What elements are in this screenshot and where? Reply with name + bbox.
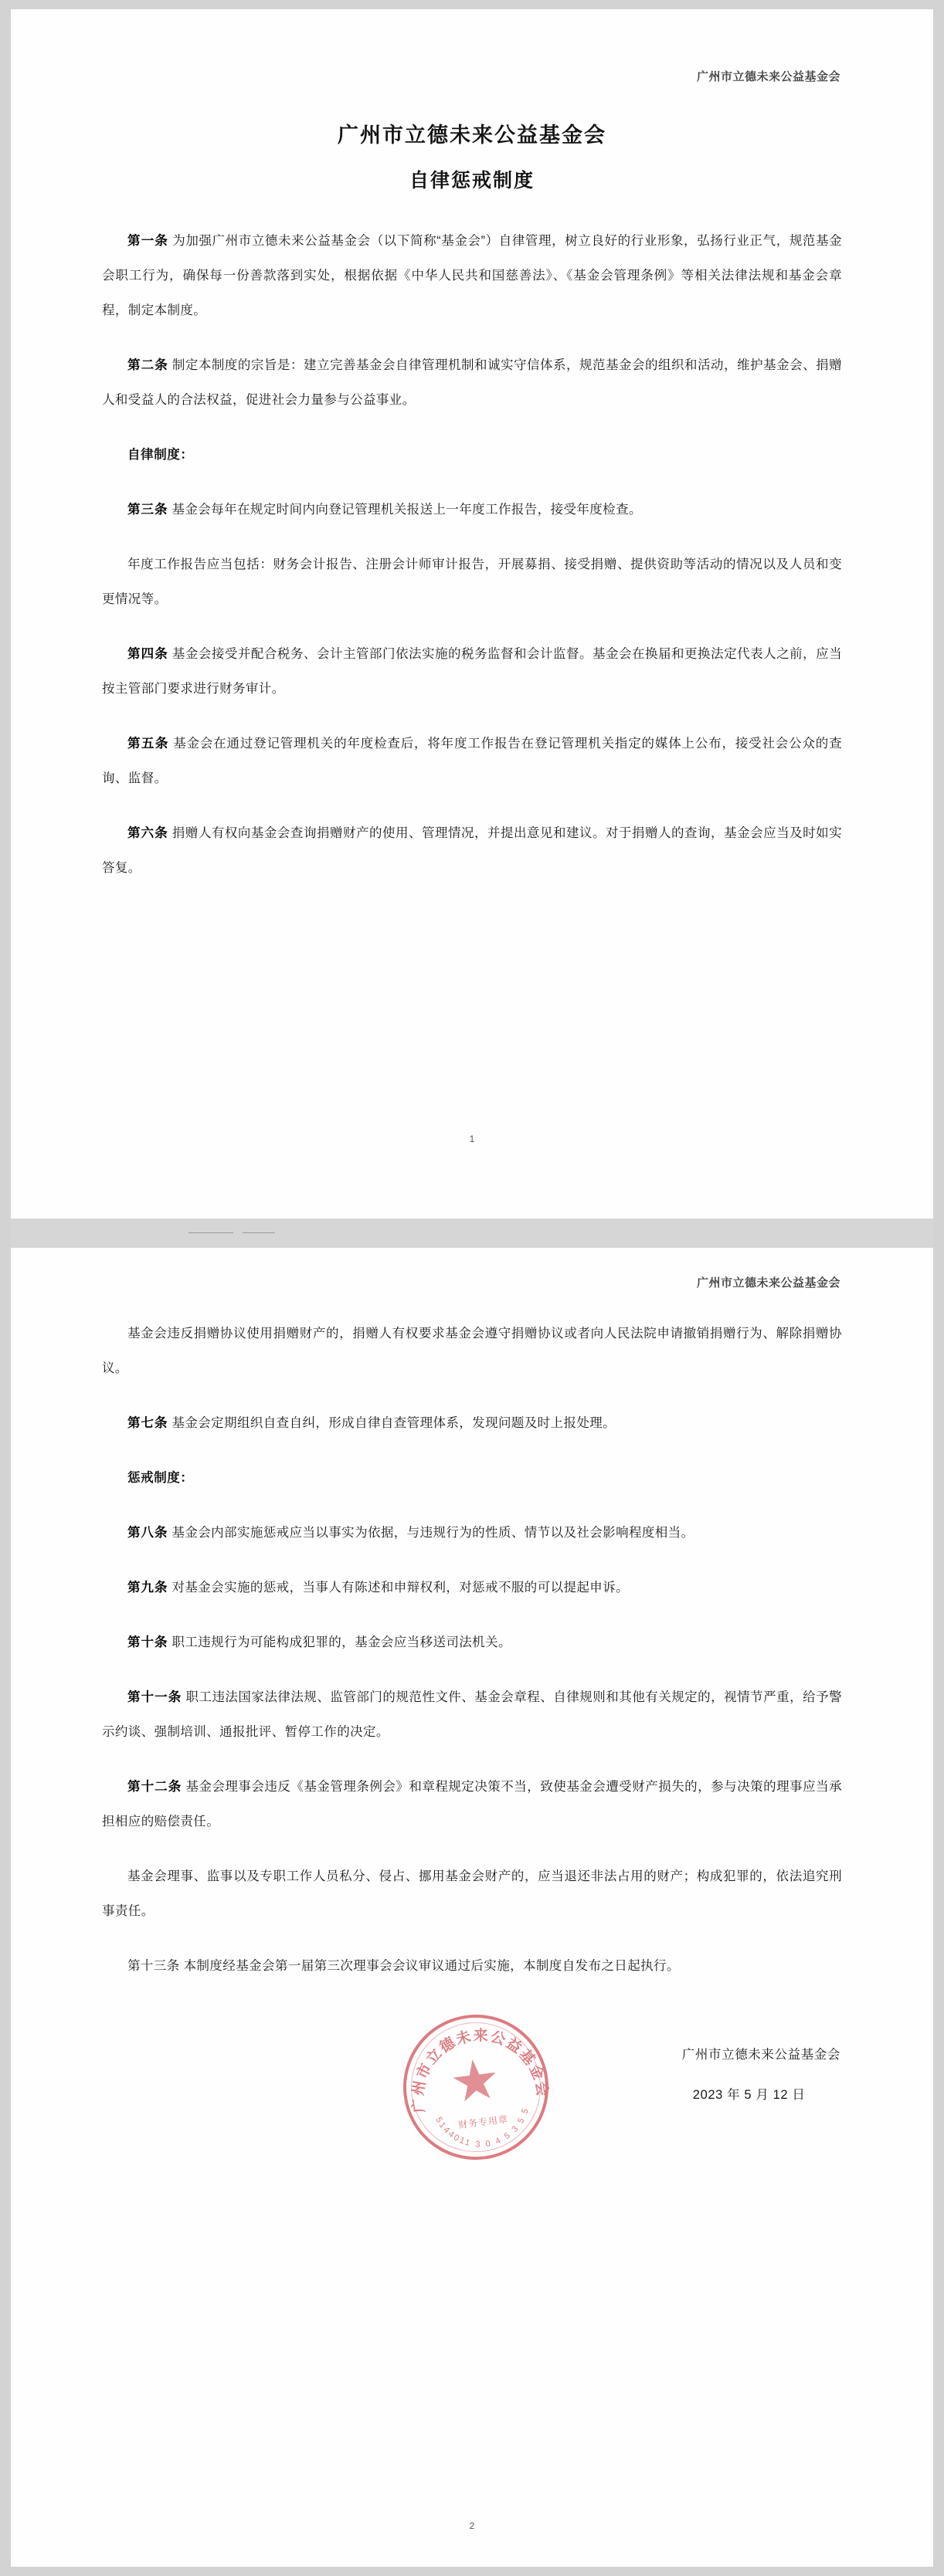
page-number-1: 1 xyxy=(469,1134,475,1144)
signature-lines xyxy=(682,2035,840,2115)
article-text-5: 基金会在通过登记管理机关的年度检查后，将年度工作报告在登记管理机关指定的媒体上公布，接受社会公众的查询、监督。 xyxy=(102,737,843,785)
page-header-org: 广州市立德未来公益基金会 xyxy=(696,71,840,83)
paragraph-article-13 xyxy=(102,1949,842,1984)
article-label-12: 第十二条 xyxy=(127,1780,182,1794)
seal-middle-text: 财务专用章 xyxy=(457,2113,509,2131)
article-text-12: 基金会理事会违反《基金管理条例会》和章程规定决策不当，致使基金会遭受财产损失的，参与决策的理事应当承担相应的赔偿责任。 xyxy=(102,1780,843,1829)
paragraph-article-1 xyxy=(102,224,842,328)
paragraph-article-10 xyxy=(102,1625,842,1660)
article-label-6: 第六条 xyxy=(127,826,168,840)
paragraph-article-6 xyxy=(102,816,842,886)
page-separator xyxy=(11,1219,933,1248)
article-label-11: 第十一条 xyxy=(127,1690,182,1704)
paragraph-article-5 xyxy=(102,727,842,796)
article-text-10: 职工违规行为可能构成犯罪的，基金会应当移送司法机关。 xyxy=(168,1635,511,1649)
signature-date: 2023 年 5 月 12 日 xyxy=(692,2088,806,2102)
article-text-4: 基金会接受并配合税务、会计主管部门依法实施的税务监督和会计监督。基金会在换届和更换法定代表人之前，应当按主管部门要求进行财务审计。 xyxy=(102,647,842,696)
signature-org-name: 广州市立德未来公益基金会 xyxy=(681,2048,840,2062)
paragraph-article-7 xyxy=(102,1406,842,1441)
paragraph-misappropriation: 基金会理事、监事以及专职工作人员私分、侵占、挪用基金会财产的，应当退还非法占用的财产；构成犯罪的，依法追究刑事责任。 xyxy=(102,1869,842,1918)
page-2-body xyxy=(102,1317,842,2171)
seal-bottom-code-text: 5144011 3 0 4 5 3 5 5 xyxy=(433,2106,531,2150)
page-header-org-2: 广州市立德未来公益基金会 xyxy=(696,1277,840,1290)
separator-tick-mark-right xyxy=(243,1232,275,1233)
paragraph-article-4 xyxy=(102,637,842,707)
scan-edge-right xyxy=(933,0,944,2576)
article-text-1: 为加强广州市立德未来公益基金会（以下简称“基金会”）自律管理，树立良好的行业形象，弘扬行业正气，规范基金会职工行为，确保每一份善款落到实处，根据依据《中华人民共和国慈善法》、《基金会管理条例》等相关法律法规和基金会章程，制定本制度。 xyxy=(102,234,843,317)
article-text-3: 基金会每年在规定时间内向登记管理机关报送上一年度工作报告，接受年度检查。 xyxy=(168,503,642,517)
seal-text-svg xyxy=(399,2009,561,2171)
article-label-3: 第三条 xyxy=(127,503,168,517)
article-text-11: 职工违法国家法律法规、监管部门的规范性文件、基金会章程、自律规则和其他有关规定的，视情节严重，给予警示约谈、强制培训、通报批评、暂停工作的决定。 xyxy=(102,1690,843,1739)
article-text-8: 基金会内部实施惩戒应当以事实为依据，与违规行为的性质、情节以及社会影响程度相当。 xyxy=(168,1526,694,1540)
seal-arc-top-text: 广州市立德未来公益基金会 xyxy=(410,2028,551,2114)
article-text-9: 对基金会实施的惩戒，当事人有陈述和申辩权利，对惩戒不服的可以提起申诉。 xyxy=(168,1581,629,1595)
paragraph-annual-report-contents: 年度工作报告应当包括：财务会计报告、注册会计师审计报告，开展募捐、接受捐赠、提供资助等活动的情况以及人员和变更情况等。 xyxy=(102,558,842,606)
paragraph-article-3 xyxy=(102,493,842,527)
article-label-2: 第二条 xyxy=(127,358,168,372)
page-1-body xyxy=(102,224,842,886)
page-number-2: 2 xyxy=(469,2520,475,2531)
paragraph-article-11 xyxy=(102,1680,842,1750)
document-page-1 xyxy=(11,9,933,1219)
paragraph-article-12 xyxy=(102,1770,842,1839)
signature-block xyxy=(102,2024,842,2171)
section-heading-discipline: 惩戒制度： xyxy=(127,1471,194,1485)
article-text-7: 基金会定期组织自查自纠，形成自律自查管理体系，发现问题及时上报处理。 xyxy=(168,1416,616,1430)
article-label-1: 第一条 xyxy=(127,234,169,248)
scan-edge-top xyxy=(0,0,944,9)
section-heading-self-discipline: 自律制度： xyxy=(127,448,194,462)
separator-tick-mark-left xyxy=(188,1232,233,1233)
article-text-2: 制定本制度的宗旨是：建立完善基金会自律管理机制和诚实守信体系，规范基金会的组织和活动，维护基金会、捐赠人和受益人的合法权益，促进社会力量参与公益事业。 xyxy=(102,358,842,407)
article-label-13: 第十三条 xyxy=(127,1959,180,1973)
scan-edge-left xyxy=(0,0,11,2576)
document-title: 广州市立德未来公益基金会 xyxy=(338,124,606,147)
paragraph-article-9 xyxy=(102,1571,842,1605)
article-label-8: 第八条 xyxy=(127,1526,168,1540)
scan-edge-bottom xyxy=(0,2567,944,2576)
paragraph-article-8 xyxy=(102,1516,842,1551)
article-text-13: 本制度经基金会第一届第三次理事会会议审议通过后实施，本制度自发布之日起执行。 xyxy=(179,1959,680,1973)
paragraph-donation-violation: 基金会违反捐赠协议使用捐赠财产的，捐赠人有权要求基金会遵守捐赠协议或者向人民法院申请撤销捐赠行为、解除捐赠协议。 xyxy=(102,1327,842,1375)
article-label-7: 第七条 xyxy=(127,1416,168,1430)
article-text-6: 捐赠人有权向基金会查询捐赠财产的使用、管理情况，并提出意见和建议。对于捐赠人的查询，基金会应当及时如实答复。 xyxy=(102,826,842,875)
document-subtitle: 自律惩戒制度 xyxy=(409,170,535,192)
official-seal-stamp xyxy=(395,2006,557,2168)
article-label-5: 第五条 xyxy=(127,737,169,751)
article-label-10: 第十条 xyxy=(127,1635,168,1649)
paragraph-article-2 xyxy=(102,348,842,418)
article-label-9: 第九条 xyxy=(127,1581,168,1595)
article-label-4: 第四条 xyxy=(127,647,168,661)
document-page-2 xyxy=(11,1248,933,2565)
